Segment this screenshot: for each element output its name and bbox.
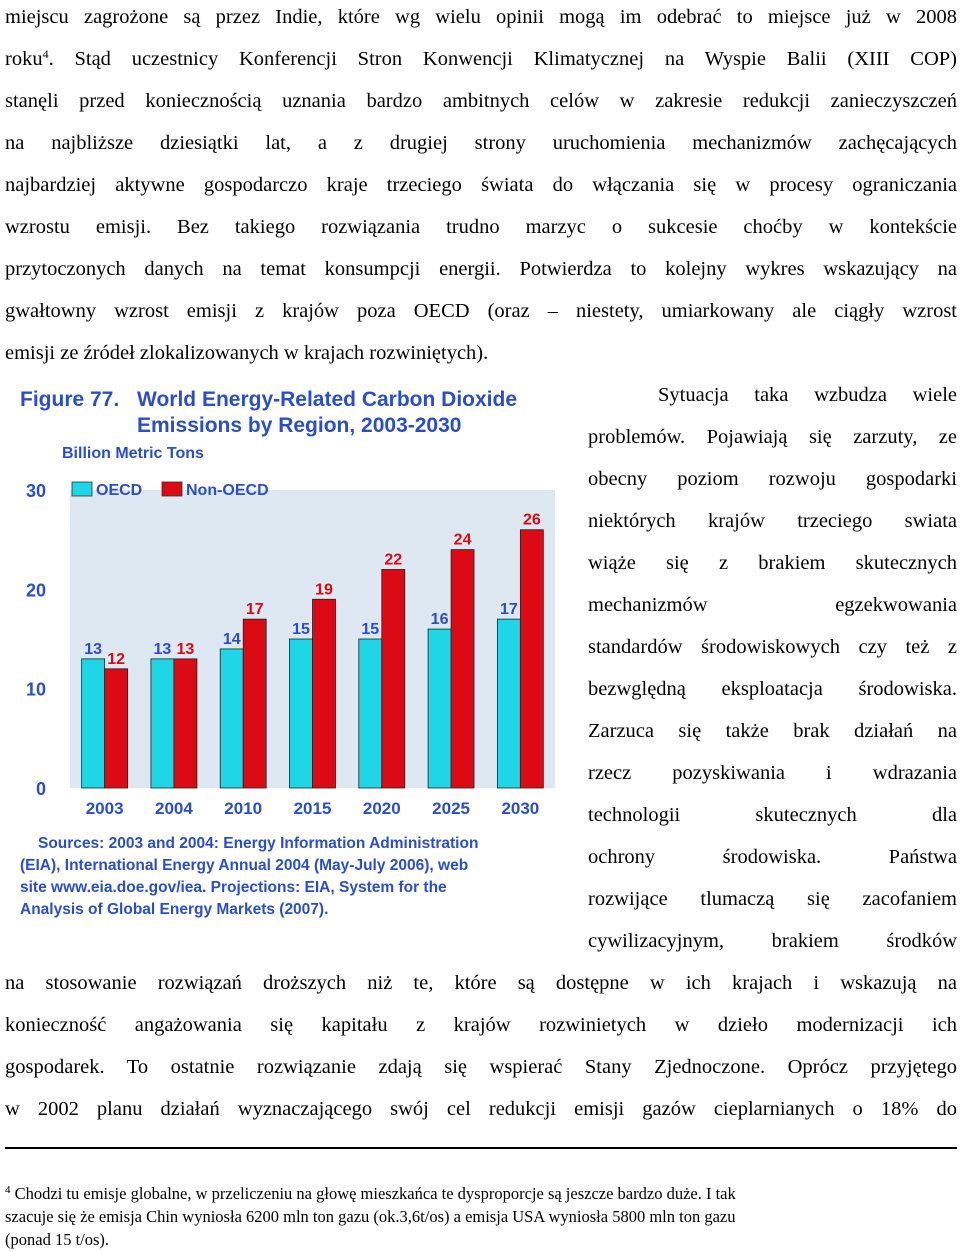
text-line: standardów środowiskowych czy też z xyxy=(588,636,957,658)
bar-non-oecd xyxy=(313,599,336,788)
text-line: gwałtowny wzrost emisji z krajów poza OECD (oraz – niestety, umiarkowany ale ciągły wzrost xyxy=(5,300,957,322)
data-label-oecd: 13 xyxy=(153,640,172,658)
data-label-oecd: 13 xyxy=(84,640,103,658)
text-line: roku$^4$. Stąd uczestnicy Konferencji Stron Konwencji Klimatycznej na Wyspie Balii (XIII COP) xyxy=(5,47,957,70)
data-label-oecd: 16 xyxy=(430,611,449,629)
footnote-line: (ponad 15 t/os). xyxy=(5,1230,110,1249)
bar-oecd xyxy=(82,659,105,788)
x-tick-label: 2004 xyxy=(155,799,193,818)
text-line: rzecz pozyskiwania i wdrazania xyxy=(588,762,957,784)
x-tick-label: 2015 xyxy=(293,799,332,818)
text-line: emisji ze źródeł zlokalizowanych w krajach rozwiniętych). xyxy=(5,342,489,364)
text-line: bezwględną eksploatacja środowiska. xyxy=(588,678,957,700)
data-label-oecd: 14 xyxy=(222,630,241,648)
text-line: problemów. Pojawiają się zarzuty, ze xyxy=(588,426,957,448)
text-line: Sytuacja taka wzbudza wiele xyxy=(658,384,957,406)
bar-non-oecd xyxy=(174,659,197,788)
bar-non-oecd xyxy=(382,569,405,788)
x-tick-label: 2020 xyxy=(362,799,401,818)
text-line: Zarzuca się także brak działań na xyxy=(588,720,957,742)
emissions-chart xyxy=(0,370,580,930)
data-label-non-oecd: 22 xyxy=(384,551,403,569)
footnote-marker: 4 xyxy=(5,1184,11,1196)
text-line: miejscu zagrożone są przez Indie, które wg wielu opinii mogą im odebrać to miejsce już w 2008 xyxy=(5,6,957,28)
data-label-non-oecd: 24 xyxy=(453,531,472,549)
text-line: wzrostu emisji. Bez takiego rozwiązania trudno marzyc o sukcesie choćby w kontekście xyxy=(5,216,957,238)
y-tick-label: 0 xyxy=(35,779,46,799)
data-label-non-oecd: 26 xyxy=(522,511,541,529)
legend-label-non-oecd: Non-OECD xyxy=(186,482,269,499)
text-line: technologii skutecznych dla xyxy=(588,804,957,826)
bar-oecd xyxy=(290,639,313,788)
text-line: cywilizacyjnym, brakiem środków xyxy=(588,930,957,952)
bar-oecd xyxy=(151,659,174,788)
bar-non-oecd xyxy=(451,550,474,788)
y-tick-label: 20 xyxy=(25,580,46,601)
text-line: na stosowanie rozwiązań droższych niż te, które są dostępne w ich krajach i wskazują na xyxy=(5,972,957,994)
plot-area xyxy=(26,481,555,818)
text-line: rozwijące tlumaczą się zacofaniem xyxy=(588,888,957,910)
data-label-oecd: 17 xyxy=(499,601,518,619)
text-line: gospodarek. To ostatnie rozwiązanie zdają się wspierać Stany Zjednoczone. Oprócz przyjętego xyxy=(5,1056,957,1078)
text-line: najbardziej aktywne gospodarczo kraje trzeciego świata do włączania się w procesy ograniczania xyxy=(5,174,957,196)
source-line: Analysis of Global Energy Markets (2007). xyxy=(20,901,329,918)
data-label-oecd: 15 xyxy=(361,621,380,638)
x-tick-label: 2010 xyxy=(224,799,263,818)
text-line: w 2002 planu działań wyznaczającego swój cel redukcji emisji gazów cieplarnianych o 18% do xyxy=(5,1098,957,1120)
bar-non-oecd xyxy=(520,530,543,788)
figure-label: Figure 77. xyxy=(20,388,120,411)
y-axis-unit-label: Billion Metric Tons xyxy=(62,445,204,462)
footnote-line: szacuje się że emisja Chin wyniosła 6200 mln ton gazu (ok.3,6t/os) a emisja USA wyniosła 5800 mln ton gazu xyxy=(5,1207,736,1226)
source-line: site www.eia.doe.gov/iea. Projections: EIA, System for the xyxy=(20,879,447,896)
data-label-non-oecd: 19 xyxy=(315,581,333,599)
bar-non-oecd xyxy=(243,619,266,788)
bar-oecd xyxy=(428,629,451,788)
legend-swatch-oecd xyxy=(72,482,92,496)
text-line: stanęli przed koniecznością uznania bardzo ambitnych celów w zakresie redukcji zanieczyszczeń xyxy=(5,90,957,112)
text-line: na najbliższe dziesiątki lat, a z drugiej strony uruchomienia mechanizmów zachęcających xyxy=(5,132,957,154)
text-line: obecny poziom rozwoju gospodarki xyxy=(588,468,957,490)
footnote-reference[interactable]: 4 xyxy=(42,47,49,61)
text-line: wiąże się z brakiem skutecznych xyxy=(588,552,957,574)
text-line: mechanizmów egzekwowania xyxy=(588,594,957,616)
legend-label-oecd: OECD xyxy=(96,482,143,499)
y-tick-label: 10 xyxy=(25,679,46,700)
x-tick-label: 2030 xyxy=(501,799,540,818)
text-line: niektórych krajów trzeciego swiata xyxy=(588,510,957,532)
source-line: Sources: 2003 and 2004: Energy Information Administration xyxy=(38,835,479,852)
chart-title-line1: World Energy-Related Carbon Dioxide xyxy=(137,388,517,411)
data-label-non-oecd: 12 xyxy=(107,650,126,668)
x-tick-label: 2025 xyxy=(432,799,470,818)
footnote-separator xyxy=(5,1147,957,1149)
text-line: konieczność angażowania się kapitału z krajów rozwinietych w dzieło modernizacji ich xyxy=(5,1014,957,1036)
bar-oecd xyxy=(497,619,520,788)
y-tick-label: 30 xyxy=(25,481,46,501)
x-tick-label: 2003 xyxy=(85,799,124,818)
source-line: (EIA), International Energy Annual 2004 (May-July 2006), web xyxy=(20,857,469,874)
bar-oecd xyxy=(220,649,243,788)
footnote-line: $^4$ Chodzi tu emisje globalne, w przeliczeniu na głowę mieszkańca te dysproporcje są jeszcze bardzo duże. I tak xyxy=(5,1184,736,1203)
bar-oecd xyxy=(359,639,382,788)
data-label-non-oecd: 17 xyxy=(245,601,264,619)
chart-title-line2: Emissions by Region, 2003-2030 xyxy=(137,414,462,437)
bar-non-oecd xyxy=(105,669,128,788)
text-line: przytoczonych danych na temat konsumpcji energii. Potwierdza to kolejny wykres wskazujący na xyxy=(5,258,957,280)
text-line: ochrony środowiska. Państwa xyxy=(588,846,957,868)
data-label-non-oecd: 13 xyxy=(176,640,195,658)
legend-swatch-non-oecd xyxy=(162,482,182,496)
data-label-oecd: 15 xyxy=(292,621,310,638)
